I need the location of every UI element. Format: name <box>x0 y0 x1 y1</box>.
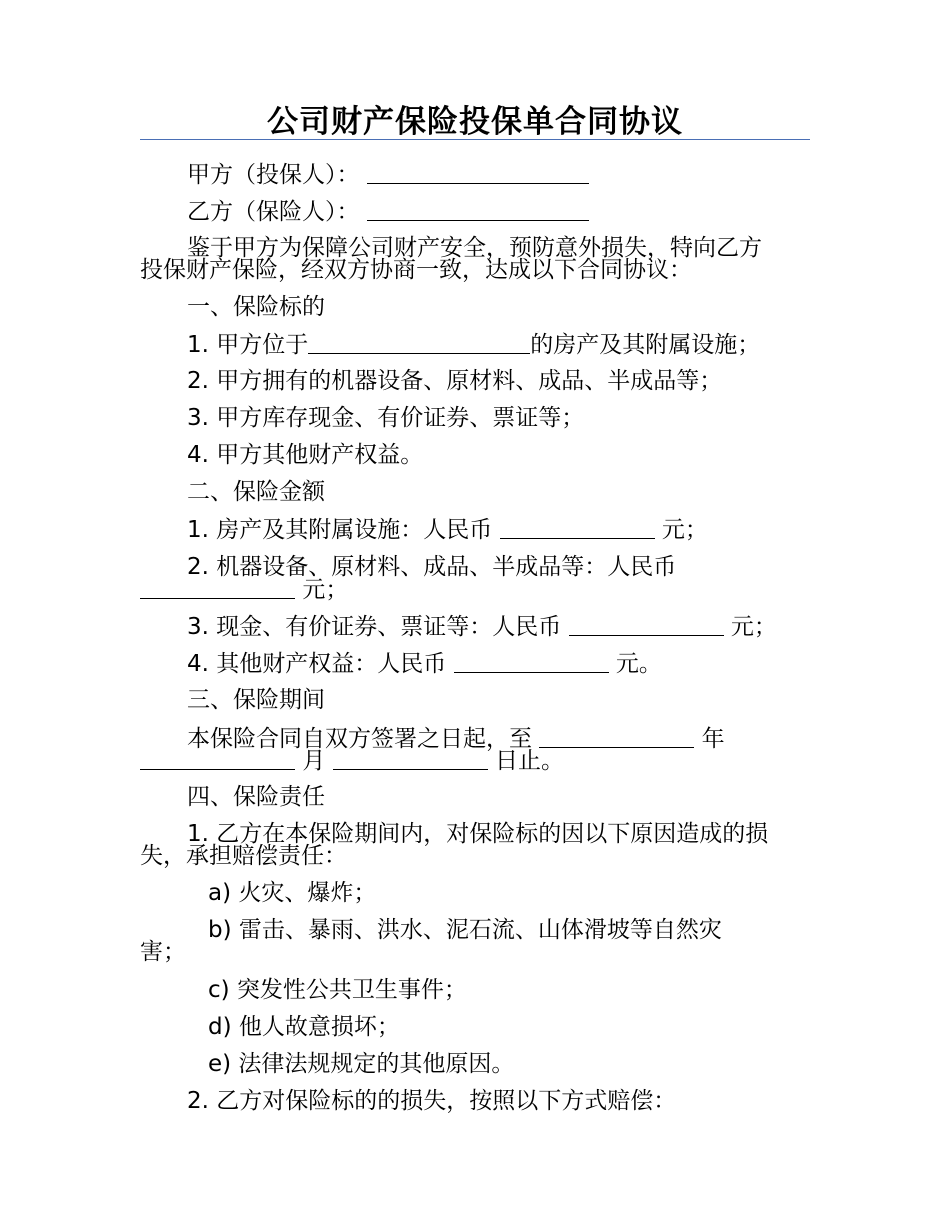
title-underline <box>140 139 810 140</box>
day-blank <box>333 749 488 770</box>
party-a-label: 甲方（投保人）： <box>187 162 360 188</box>
cause-a: a) 火灾、爆炸； <box>208 880 377 906</box>
section-4-item-1: 1. 乙方在本保险期间内，对保险标的因以下原因造成的损 <box>187 821 769 847</box>
party-b-label: 乙方（保险人）： <box>187 199 360 225</box>
section-2-item-2-cont: 元； <box>140 578 815 602</box>
amount-blank <box>454 652 609 673</box>
party-b-blank <box>367 200 589 221</box>
year-blank <box>539 727 694 748</box>
party-a-blank <box>367 163 589 184</box>
section-2-item-1: 1. 房产及其附属设施：人民币 元； <box>187 517 708 543</box>
party-b-line <box>140 200 815 224</box>
section-3-line-2: 月 日止。 <box>140 749 815 773</box>
amount-blank <box>569 615 724 636</box>
amount-blank <box>500 518 655 539</box>
section-4-item-1-cont: 失，承担赔偿责任： <box>140 843 347 869</box>
section-4-item-2: 2. 乙方对保险标的的损失，按照以下方式赔偿： <box>187 1088 677 1114</box>
section-3-line-1: 本保险合同自双方签署之日起，至 年 <box>187 726 725 752</box>
section-4-heading: 四、保险责任 <box>187 784 325 810</box>
section-1-heading: 一、保险标的 <box>187 294 325 320</box>
section-2-item-3: 3. 现金、有价证券、票证等：人民币 元； <box>187 614 777 640</box>
cause-c: c) 突发性公共卫生事件； <box>208 977 467 1003</box>
month-blank <box>140 749 295 770</box>
cause-b-cont: 害； <box>140 939 186 965</box>
intro-line-1: 鉴于甲方为保障公司财产安全，预防意外损失，特向乙方 <box>187 235 762 261</box>
section-1-item-3: 3. 甲方库存现金、有价证券、票证等； <box>187 405 585 431</box>
section-3-heading: 三、保险期间 <box>187 687 325 713</box>
section-1-item-1: 1. 甲方位于 的房产及其附属设施； <box>187 332 761 358</box>
intro-line-2: 投保财产保险，经双方协商一致，达成以下合同协议： <box>140 257 692 283</box>
document-title: 公司财产保险投保单合同协议 <box>267 104 683 140</box>
section-1-item-4: 4. 甲方其他财产权益。 <box>187 442 424 468</box>
cause-d: d) 他人故意损坏； <box>208 1014 400 1040</box>
section-2-item-4: 4. 其他财产权益：人民币 元。 <box>187 651 662 677</box>
section-1-item-2: 2. 甲方拥有的机器设备、原材料、成品、半成品等； <box>187 368 723 394</box>
cause-b: b) 雷击、暴雨、洪水、泥石流、山体滑坡等自然灾 <box>208 917 722 943</box>
cause-e: e) 法律法规规定的其他原因。 <box>208 1051 515 1077</box>
section-2-item-2: 2. 机器设备、原材料、成品、半成品等：人民币 <box>187 554 677 580</box>
location-blank <box>308 333 530 354</box>
section-2-heading: 二、保险金额 <box>187 479 325 505</box>
amount-blank <box>140 578 295 599</box>
party-a-line <box>140 163 815 187</box>
